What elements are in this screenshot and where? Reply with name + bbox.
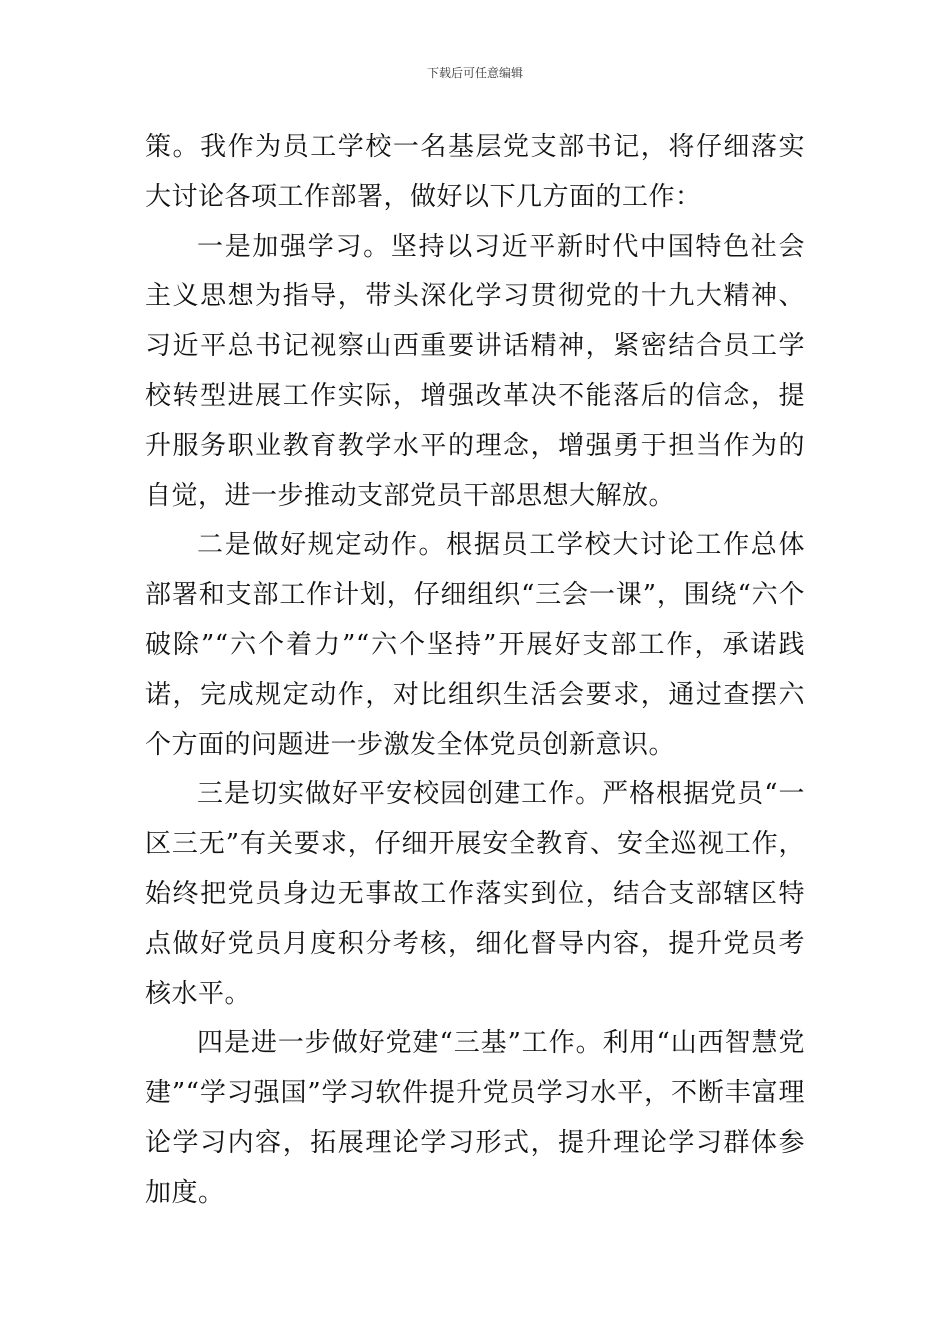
paragraph-point-four: 四是进一步做好党建“三基”工作。利用“山西智慧党建”“学习强国”学习软件提升党员学习水平，不断丰富理论学习内容，拓展理论学习形式，提升理论学习群体参加度。	[145, 1028, 805, 1208]
paragraph-continuation: 策。我作为员工学校一名基层党支部书记，将仔细落实大讨论各项工作部署，做好以下几方面的工作：	[145, 132, 805, 212]
page-header-note: 下载后可任意编辑	[426, 66, 523, 80]
paragraph-point-one: 一是加强学习。坚持以习近平新时代中国特色社会主义思想为指导，带头深化学习贯彻党的十九大精神、习近平总书记视察山西重要讲话精神，紧密结合员工学校转型进展工作实际，增强改革决不能落后的信念，提升服务职业教育教学水平的理念，增强勇于担当作为的自觉，进一步推动支部党员干部思想大解放。	[145, 231, 805, 511]
document-body	[145, 123, 805, 1219]
paragraph-point-two: 二是做好规定动作。根据员工学校大讨论工作总体部署和支部工作计划，仔细组织“三会一课”，围绕“六个破除”“六个着力”“六个坚持”开展好支部工作，承诺践诺，完成规定动作，对比组织生活会要求，通过查摆六个方面的问题进一步激发全体党员创新意识。	[145, 530, 805, 760]
paragraph-point-three: 三是切实做好平安校园创建工作。严格根据党员“一区三无”有关要求，仔细开展安全教育、安全巡视工作，始终把党员身边无事故工作落实到位，结合支部辖区特点做好党员月度积分考核，细化督导内容，提升党员考核水平。	[145, 779, 805, 1009]
